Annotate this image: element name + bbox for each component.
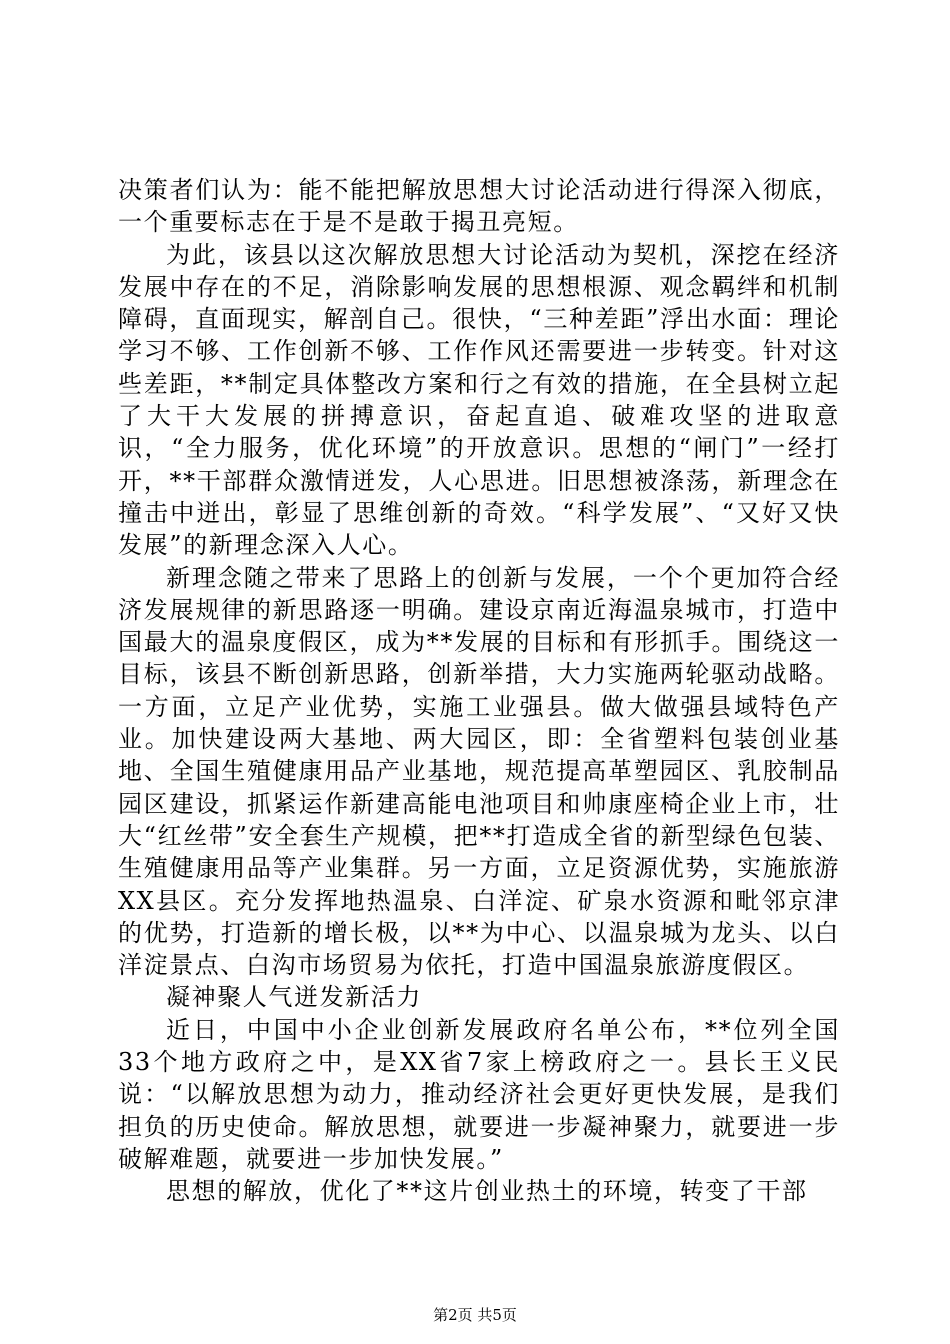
section-heading: 凝神聚人气迸发新活力: [166, 983, 422, 1012]
document-body: [118, 174, 840, 1208]
page-number-footer: 第2页 共5页: [433, 1306, 517, 1324]
paragraph-government-list: 近日，中国中小企业创新发展政府名单公布，**位列全国33个地方政府之中，是XX省7家上榜政府之一。县长王义民说：“以解放思想为动力，推动经济社会更好更快发展，是我们担负的历史使命。解放思想，就要进一步凝神聚力，就要进一步破解难题，就要进一步加快发展。”: [118, 1015, 840, 1173]
paragraph-new-ideas: 新理念随之带来了思路上的创新与发展，一个个更加符合经济发展规律的新思路逐一明确。建设京南近海温泉城市，打造中国最大的温泉度假区，成为**发展的目标和有形抓手。围绕这一目标，该县不断创新思路，创新举措，大力实施两轮驱动战略。一方面，立足产业优势，实施工业强县。做大做强县域特色产业。加快建设两大基地、两大园区，即：全省塑料包装创业基地、全国生殖健康用品产业基地，规范提高革塑园区、乳胶制品园区建设，抓紧运作新建高能电池项目和帅康座椅企业上市，壮大“红丝带”安全套生产规模，把**打造成全省的新型绿色包装、生殖健康用品等产业集群。另一方面，立足资源优势，实施旅游XX县区。充分发挥地热温泉、白洋淀、矿泉水资源和毗邻京津的优势，打造新的增长极，以**为中心、以温泉城为龙头、以白洋淀景点、白沟市场贸易为依托，打造中国温泉旅游度假区。: [118, 563, 840, 980]
paragraph-continuation: 决策者们认为：能不能把解放思想大讨论活动进行得深入彻底，一个重要标志在于是不是敢于揭丑亮短。: [118, 176, 840, 237]
paragraph-three-gaps: 为此，该县以这次解放思想大讨论活动为契机，深挖在经济发展中存在的不足，消除影响发展的思想根源、观念羁绊和机制障碍，直面现实，解剖自己。很快，“三种差距”浮出水面：理论学习不够、工作创新不够、工作作风还需要进一步转变。针对这些差距，**制定具体整改方案和行之有效的措施，在全县树立起了大干大发展的拼搏意识，奋起直追、破难攻坚的进取意识，“全力服务，优化环境”的开放意识。思想的“闸门”一经打开，**干部群众激情迸发，人心思进。旧思想被涤荡，新理念在撞击中迸出，彰显了思维创新的奇效。“科学发展”、“又好又快发展”的新理念深入人心。: [118, 240, 840, 560]
paragraph-environment: 思想的解放，优化了**这片创业热土的环境，转变了干部: [166, 1177, 808, 1206]
